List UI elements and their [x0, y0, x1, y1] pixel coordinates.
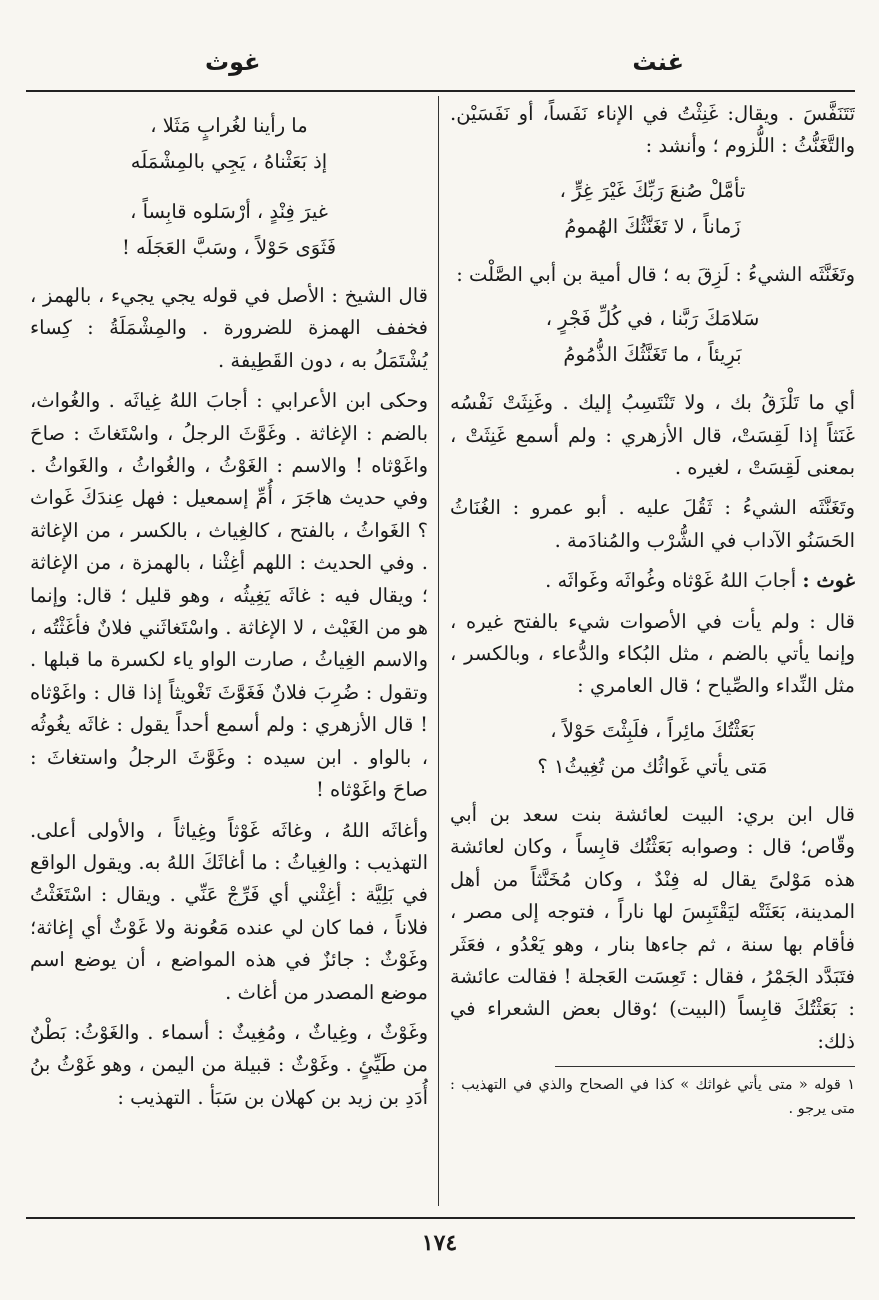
verse	[450, 713, 855, 785]
left-column	[30, 98, 428, 1210]
verse-line: إذ بَعَثْناهُ ، يَجِي بالمِشْمَلَه	[130, 150, 328, 173]
verse-line: بَرِيئاً ، ما تَغَنَّثُكَ الذُّمُومُ	[563, 343, 742, 367]
entry-paragraph	[450, 565, 855, 597]
header-root-left: غوث	[205, 48, 261, 76]
verse-line: غيرَ فِنْدٍ ، أرْسَلوه قابِساً ،	[130, 200, 328, 223]
paragraph: أي ما تَلْزَقُ بك ، ولا تَنْتَسِبُ إليك . وغَنِثَتْ نَفْسُه غَنَثاً إذا لَقِسَتْ، قال الأزهري : ولم أسمع غَنِثَتْ ، بمعنى لَقِسَتْ ، لغيره .	[450, 391, 855, 480]
verse-line: فَثَوَى حَوْلاً ، وسَبَّ العَجَلَه !	[121, 236, 337, 259]
paragraph: وأغاثَه اللهُ ، وغاثَه غَوْثاً وغِياثاً ، والأولى أعلى. التهذيب : والغِياثُ : ما أغاثَكَ اللهُ به. ويقول الواقع في بَلِيَّة : أغِثْني أي فَرِّجْ عَنِّي . ويقال : اسْتَغَثْتُ فلاناً ، فما كان لي عنده مَعُونة ولا غَوْثٌ أي إغاثة؛ وغَوْثٌ : جائزٌ في هذه المواضع ، أن يوضع اسم موضع المصدر من أغاث .	[30, 818, 428, 1004]
paragraph: قال : ولم يأت في الأصوات شيء بالفتح غيره ، وإنما يأتي بالضم ، مثل البُكاء والدُّعاء ، وبالكسر ، مثل النِّداء والصِّياح ؛ قال العامري :	[450, 609, 855, 698]
entry-headword: غوث :	[802, 569, 855, 593]
verse-line: زَماناً ، لا تَغَنَّثُكَ الهُمومُ	[564, 214, 741, 238]
paragraph: قال ابن بري: البيت لعائشة بنت سعد بن أبي وقّاص؛ قال : وصوابه بَعَثْتُك قابِساً ، وكان لعائشة هذه مَوْلىً يقال له فِنْدٌ ، وكان مُخَنَّثاً من أهل المدينة، بَعَثَتْه ليَقْتَبِسَ لها ناراً ، فتوجه إلى مصر ، فأقام بها سنة ، ثم جاءها بنار ، وهو يَعْدُو ، فعَثَر فتَبَدَّد الجَمْرُ ، فقال : تَعِسَت العَجلة ! فقالت عائشة : بَعَثْتُكَ قابِساً (البيت) ؛وقال بعض الشعراء في ذلك:	[450, 802, 855, 1053]
paragraph: وغَوْثٌ ، وغِياثٌ ، ومُغِيثٌ : أسماء . والغَوْثُ: بَطْنٌ من طَيِّئٍ . وغَوْثٌ : قبيلة من اليمن ، وهو غَوْثُ بنُ أُدَدِ بن زيد بن كهلان بن سَبَأ . التهذيب :	[30, 1020, 428, 1109]
column-divider	[438, 96, 439, 1206]
paragraph: تَتَنَفَّسَ . ويقال: غَنِثْتُ في الإناء نَفَساً، أو نَفَسَيْن. والتَّغَنُّثُ : اللُّزوم ؛ وأنشد :	[450, 102, 855, 158]
page-header	[0, 48, 879, 88]
paragraph: وتَغَنَّثَه الشيءُ : لَزِقَ به ؛ قال أمية بن أبي الصَّلْت :	[456, 262, 855, 286]
verse-line: تأمَّلْ صُنعَ رَبِّكَ غَيْرَ غِرٍّ ،	[559, 178, 746, 202]
paragraph: قال الشيخ : الأصل في قوله يجي يجيء ، بالهمز ، فخفف الهمزة للضرورة . والمِشْمَلَةُ : كِساء يُشْتَمَلُ به ، دون القَطِيفة .	[30, 284, 428, 372]
paragraph: وحكى ابن الأعرابي : أجابَ اللهُ غِياثَه . والغُواث، بالضم : الإغاثة . وغَوَّثَ الرجلُ ، واسْتَغاثَ : صاحَ واغَوْثاه ! والاسم : الغَوْثُ ، والغُواثُ ، والغَواثُ . وفي حديث هاجَرَ ، أُمِّ إسمعيل : فهل عِندَكَ غَواث ؟ الغَواثُ ، بالفتح ، كالغِياث ، بالكسر ، من الإغاثة . وفي الحديث : اللهم أغِثْنا ، بالهمزة ، من الإغاثة ؛ ويقال فيه : غاثَه يَغِيثُه ، وهو قليل ؛ قال: وإنما هو من الغَيْث ، لا الإغاثة . واسْتَغاثَني فلانٌ فأغَثْتُه ، والاسم الغِياثُ ، صارت الواو ياء لكسرة ما قبلها . وتقول : ضُرِبَ فلانٌ فَغَوَّثَ تَغْويثاً إذا قال : واغَوْثاه ! قال الأزهري : ولم أسمع أحداً يقول : غاثَه يغُوثُه ، بالواو . ابن سيده : وغَوَّثَ الرجلُ واستغاثَ : صاحَ واغَوْثاه !	[30, 389, 428, 802]
verse-line: بَعَثْتُكَ مائِراً ، فلَبِثْتَ حَوْلاً ،	[550, 718, 755, 742]
entry-text: أجابَ اللهُ غَوْثاه وغُواثَه وغَواثَه .	[545, 569, 803, 593]
footer-rule	[26, 1217, 855, 1219]
verse-line: مَتى يأتي غَواثُك من تُغِيثُ١ ؟	[537, 754, 768, 778]
verse-line: سَلامَكَ رَبَّنا ، في كُلِّ فَجْرٍ ،	[545, 307, 760, 331]
page-number: ١٧٤	[421, 1230, 458, 1256]
verse	[450, 173, 855, 245]
header-rule	[26, 90, 855, 92]
verse	[450, 301, 855, 373]
verse-line: ما رأينا لغُرابٍ مَثَلا ،	[150, 114, 308, 137]
footnote-rule	[555, 1066, 855, 1067]
right-column	[450, 98, 855, 1210]
verse	[30, 194, 428, 266]
verse	[30, 108, 428, 180]
footnote: ١ قوله « متى يأتي غواثك » كذا في الصحاح والذي في التهذيب : متى يرجو .	[450, 1077, 855, 1118]
header-root-right: غنث	[632, 48, 684, 76]
paragraph: وتَغَنَّثَه الشيءُ : ثَقُلَ عليه . أبو عمرو : الغُنَاثُ الحَسَنُو الآداب في الشُّرْب والمُنادَمة .	[450, 496, 855, 552]
